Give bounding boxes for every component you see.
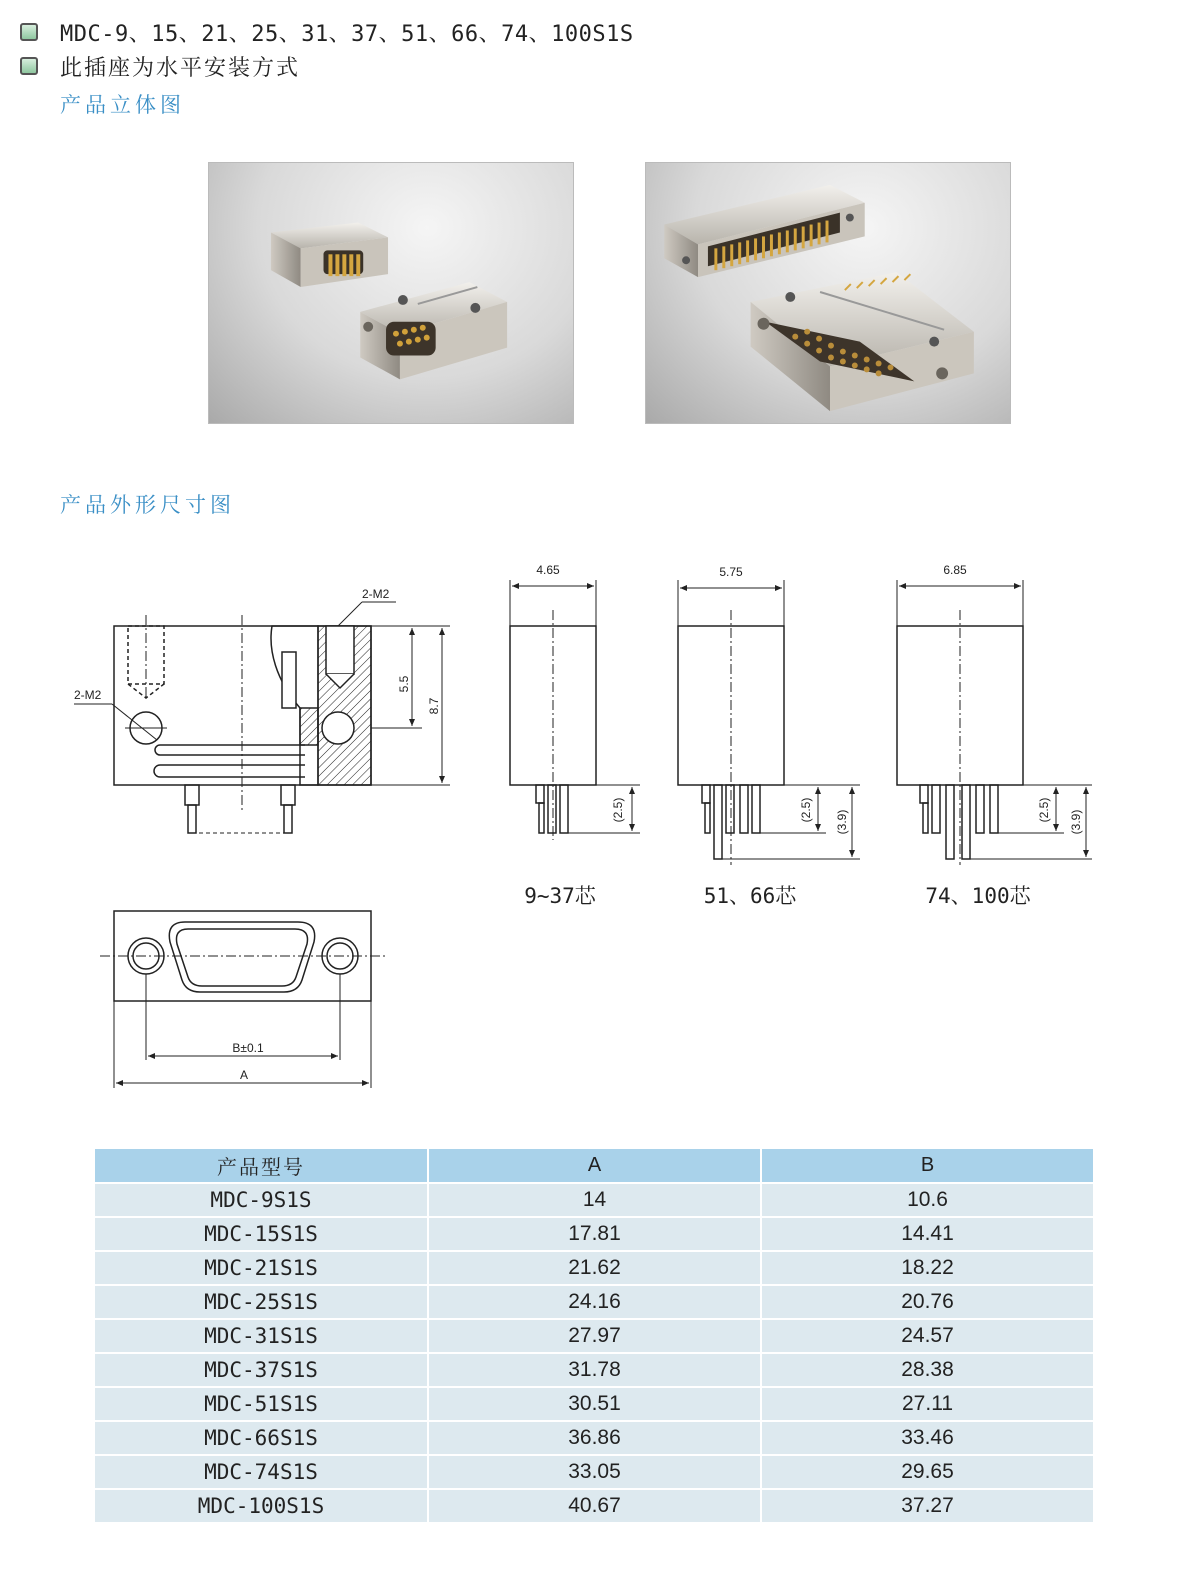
cell-model: MDC-51S1S bbox=[95, 1387, 428, 1421]
model-list-text: MDC-9、15、21、25、31、37、51、66、74、100S1S bbox=[60, 21, 634, 47]
cell-b: 33.46 bbox=[761, 1421, 1094, 1455]
table-row bbox=[95, 1455, 1094, 1489]
cell-a: 21.62 bbox=[428, 1251, 761, 1285]
cell-b: 29.65 bbox=[761, 1455, 1094, 1489]
table-row bbox=[95, 1285, 1094, 1319]
mounting-note-text: 此插座为水平安装方式 bbox=[60, 55, 301, 81]
product-photo-small bbox=[208, 162, 574, 424]
cell-a: 17.81 bbox=[428, 1217, 761, 1251]
cell-a: 30.51 bbox=[428, 1387, 761, 1421]
thread-label-left: 2-M2 bbox=[74, 688, 102, 702]
table-row bbox=[95, 1489, 1094, 1523]
cell-b: 14.41 bbox=[761, 1217, 1094, 1251]
cell-a: 24.16 bbox=[428, 1285, 761, 1319]
cell-a: 33.05 bbox=[428, 1455, 761, 1489]
header-line-2 bbox=[20, 54, 301, 81]
table-row bbox=[95, 1319, 1094, 1353]
header-model: 产品型号 bbox=[95, 1149, 428, 1183]
cell-a: 36.86 bbox=[428, 1421, 761, 1455]
checkbox-bullet-icon bbox=[20, 57, 38, 75]
table-row bbox=[95, 1387, 1094, 1421]
pin-view-2-width: 5.75 bbox=[719, 565, 743, 579]
cell-a: 27.97 bbox=[428, 1319, 761, 1353]
cell-b: 20.76 bbox=[761, 1285, 1094, 1319]
table-header-row bbox=[95, 1149, 1094, 1183]
cell-a: 31.78 bbox=[428, 1353, 761, 1387]
cell-model: MDC-37S1S bbox=[95, 1353, 428, 1387]
dimension-drawing bbox=[0, 540, 1200, 1100]
dim-8-7: 8.7 bbox=[427, 697, 441, 715]
pin-view-51-66 bbox=[678, 580, 860, 865]
thread-label-top: 2-M2 bbox=[362, 587, 390, 601]
photo-section-title: 产品立体图 bbox=[60, 93, 185, 117]
pin-view-3-pin-length: (2.5) bbox=[1037, 797, 1051, 823]
cell-model: MDC-74S1S bbox=[95, 1455, 428, 1489]
pin-view-3-caption: 74、100芯 bbox=[925, 884, 1031, 908]
cell-model: MDC-9S1S bbox=[95, 1183, 428, 1217]
dim-b: B±0.1 bbox=[232, 1041, 264, 1055]
cell-b: 10.6 bbox=[761, 1183, 1094, 1217]
cell-a: 40.67 bbox=[428, 1489, 761, 1523]
pin-view-3-pin-long: (3.9) bbox=[1069, 809, 1083, 835]
pin-view-1-pin-length: (2.5) bbox=[611, 797, 625, 823]
pin-view-74-100 bbox=[897, 580, 1092, 865]
table-row bbox=[95, 1183, 1094, 1217]
product-photo-large bbox=[645, 162, 1011, 424]
pin-view-1-caption: 9~37芯 bbox=[524, 884, 596, 908]
cell-b: 37.27 bbox=[761, 1489, 1094, 1523]
cell-b: 24.57 bbox=[761, 1319, 1094, 1353]
connector-render-large bbox=[646, 163, 1010, 423]
cell-b: 18.22 bbox=[761, 1251, 1094, 1285]
side-view-drawing bbox=[74, 602, 450, 833]
table-row bbox=[95, 1217, 1094, 1251]
pin-view-1-width: 4.65 bbox=[536, 563, 560, 577]
header-a: A bbox=[428, 1149, 761, 1183]
cell-b: 28.38 bbox=[761, 1353, 1094, 1387]
pin-view-3-width: 6.85 bbox=[943, 563, 967, 577]
cell-model: MDC-15S1S bbox=[95, 1217, 428, 1251]
pin-view-2-pin-long: (3.9) bbox=[835, 809, 849, 835]
dim-a: A bbox=[239, 1068, 249, 1082]
header-line-1 bbox=[20, 20, 634, 47]
cell-model: MDC-31S1S bbox=[95, 1319, 428, 1353]
pin-view-2-pin-length: (2.5) bbox=[799, 797, 813, 823]
dim-5-5: 5.5 bbox=[397, 675, 411, 693]
cell-b: 27.11 bbox=[761, 1387, 1094, 1421]
connector-render-small bbox=[209, 163, 573, 423]
dimension-section-title: 产品外形尺寸图 bbox=[60, 493, 235, 517]
table-row bbox=[95, 1421, 1094, 1455]
checkbox-bullet-icon bbox=[20, 23, 38, 41]
cell-model: MDC-21S1S bbox=[95, 1251, 428, 1285]
cell-model: MDC-25S1S bbox=[95, 1285, 428, 1319]
header-b: B bbox=[761, 1149, 1094, 1183]
front-view-drawing bbox=[100, 911, 385, 1088]
dimension-table bbox=[95, 1149, 1095, 1524]
table-row bbox=[95, 1251, 1094, 1285]
pin-view-2-caption: 51、66芯 bbox=[703, 884, 797, 908]
cell-model: MDC-100S1S bbox=[95, 1489, 428, 1523]
cell-model: MDC-66S1S bbox=[95, 1421, 428, 1455]
cell-a: 14 bbox=[428, 1183, 761, 1217]
table-row bbox=[95, 1353, 1094, 1387]
